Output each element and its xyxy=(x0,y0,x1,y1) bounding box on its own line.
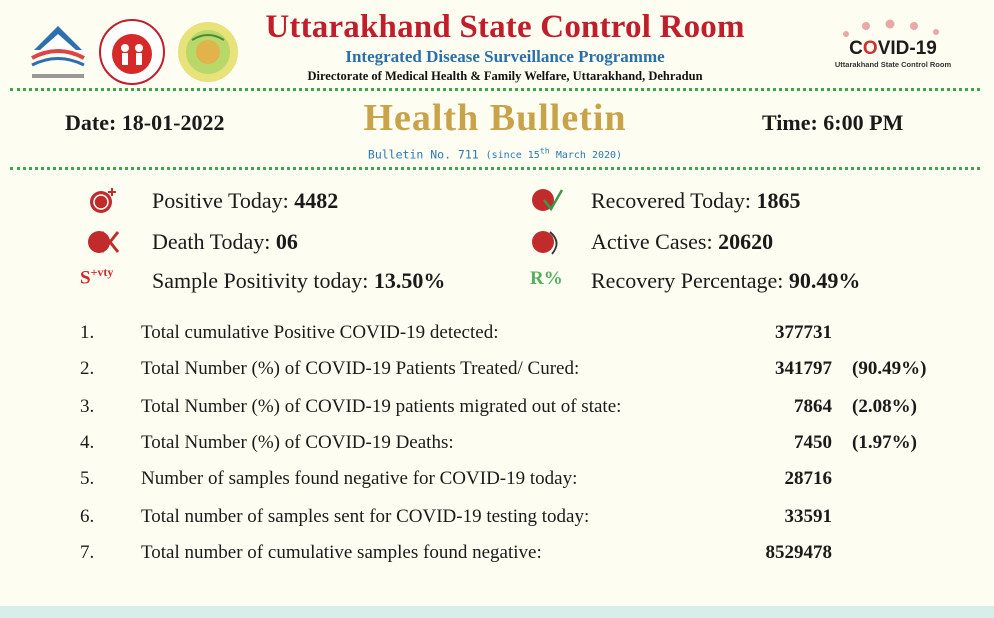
table-row: 2. Total Number (%) of COVID-19 Patients Treated/ Cured: 341797 (90.49%) xyxy=(80,358,927,379)
bulletin-heading: Health Bulletin xyxy=(363,97,627,139)
table-row: 1. Total cumulative Positive COVID-19 detected: 377731 xyxy=(80,322,832,343)
virus-active-icon xyxy=(528,224,564,260)
covid-logo-tagline: Uttarakhand State Control Room xyxy=(834,60,952,69)
death-today: Death Today: 06 xyxy=(152,229,298,254)
programme-name: Integrated Disease Surveillance Programme xyxy=(345,47,665,66)
virus-dots-icon xyxy=(818,18,968,42)
recovery-percentage-icon: R% xyxy=(530,268,563,289)
bottom-band xyxy=(0,606,994,618)
top-divider xyxy=(10,88,980,91)
virus-positive-icon xyxy=(84,182,120,218)
covid-logo xyxy=(818,18,968,69)
header-title-block xyxy=(240,8,770,84)
sample-positivity: Sample Positivity today: 13.50% xyxy=(152,268,446,293)
table-row: 5. Number of samples found negative for COVID-19 today: 28716 xyxy=(80,468,832,489)
bulletin-time: Time: 6:00 PM xyxy=(762,110,904,135)
govt-logos xyxy=(22,10,242,90)
national-health-mission-icon xyxy=(100,20,164,84)
uttarakhand-emblem-icon xyxy=(32,26,84,78)
page-title: Uttarakhand State Control Room xyxy=(265,9,745,45)
active-cases: Active Cases: 20620 xyxy=(591,229,774,254)
virus-death-icon xyxy=(84,224,120,260)
covid-19-wordmark: COVID-19 xyxy=(849,38,937,59)
table-row: 7. Total number of cumulative samples found negative: 8529478 xyxy=(80,542,832,563)
bulletin-date: Date: 18-01-2022 xyxy=(65,110,225,135)
recovery-percentage: Recovery Percentage: 90.49% xyxy=(591,268,861,293)
table-row: 4. Total Number (%) of COVID-19 Deaths: 7450 (1.97%) xyxy=(80,432,917,453)
table-row: 3. Total Number (%) of COVID-19 patients migrated out of state: 7864 (2.08%) xyxy=(80,396,917,417)
directorate-name: Directorate of Medical Health & Family Welfare, Uttarakhand, Dehradun xyxy=(307,69,703,83)
mid-divider xyxy=(10,167,980,170)
table-row: 6. Total number of samples sent for COVID-19 testing today: 33591 xyxy=(80,506,832,527)
bulletin-number: Bulletin No. 711 (since 15th March 2020) xyxy=(367,146,623,162)
positive-today: Positive Today: 4482 xyxy=(152,188,339,213)
idsp-logo-icon xyxy=(178,22,238,82)
virus-recovered-icon xyxy=(528,182,564,218)
sample-positivity-icon: $S^{+vty}$ xyxy=(80,265,114,289)
recovered-today: Recovered Today: 1865 xyxy=(591,188,801,213)
header-logos xyxy=(22,10,242,95)
